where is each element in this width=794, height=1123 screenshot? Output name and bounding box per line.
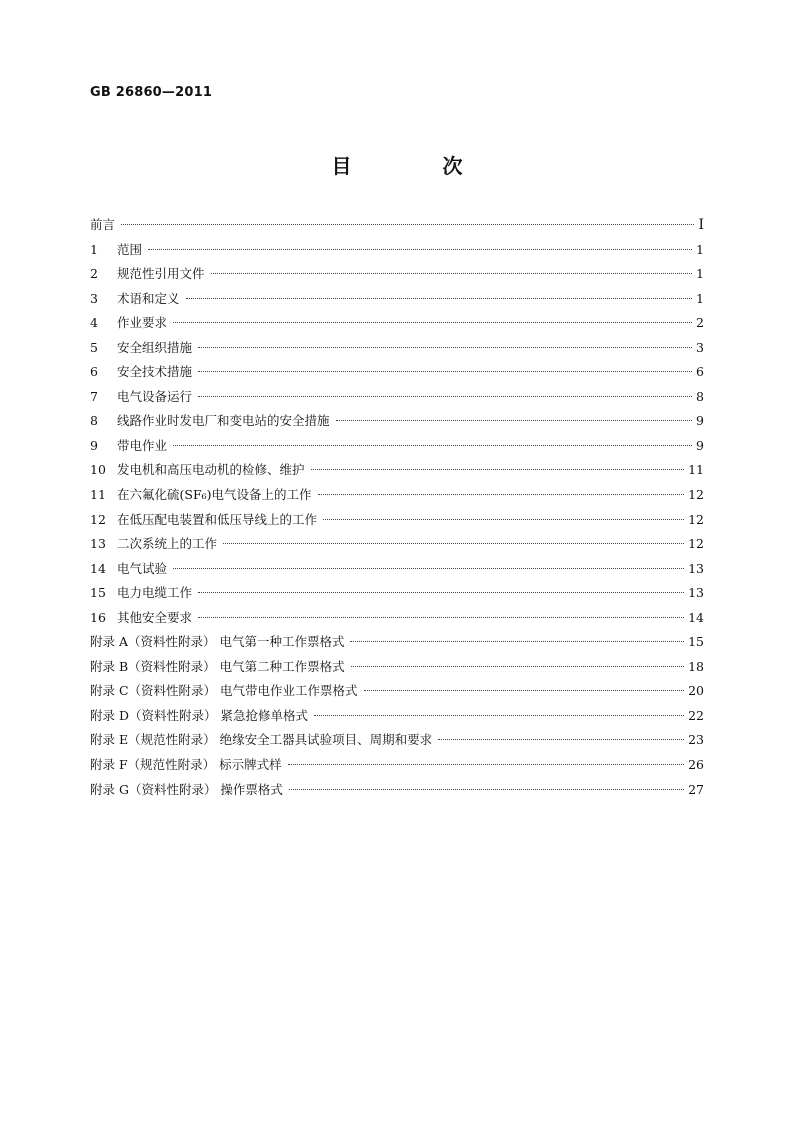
standard-number: GB 26860—2011 [90, 85, 213, 100]
toc-dot-leader [198, 617, 684, 618]
toc-entry[interactable] [90, 780, 704, 805]
toc-entry-page: 1 [696, 290, 704, 306]
toc-entry[interactable] [90, 583, 704, 608]
toc-entry[interactable] [90, 411, 704, 436]
toc-entry-number: 4 [90, 315, 98, 331]
toc-entry[interactable] [90, 460, 704, 485]
toc-entry-label: 在六氟化硫(SF₆)电气设备上的工作 [117, 487, 312, 503]
toc-entry-number: 13 [90, 536, 106, 552]
toc-dot-leader [198, 592, 684, 593]
toc-entry-page: 9 [696, 413, 704, 429]
toc-entry-page: 13 [688, 585, 704, 601]
toc-entry-label: 附录 G（资料性附录） 操作票格式 [90, 781, 283, 797]
toc-entry-page: 11 [688, 462, 704, 478]
toc-entry-label: 电气设备运行 [117, 388, 193, 404]
toc-entry[interactable] [90, 632, 704, 657]
toc-entry-page: 6 [696, 364, 704, 380]
toc-dot-leader [198, 347, 692, 348]
toc-entry[interactable] [90, 240, 704, 265]
toc-entry-label: 二次系统上的工作 [117, 536, 218, 552]
toc-entry-page: 12 [688, 487, 704, 503]
toc-entry-label: 其他安全要求 [117, 609, 193, 625]
toc-dot-leader [121, 224, 694, 225]
toc-entry-page: 1 [696, 266, 704, 282]
toc-entry[interactable] [90, 289, 704, 314]
toc-entry-number: 3 [90, 290, 98, 306]
toc-entry-page: 15 [688, 634, 704, 650]
toc-entry-label: 规范性引用文件 [117, 266, 205, 282]
toc-entry-number: 15 [90, 585, 106, 601]
toc-dot-leader [173, 322, 692, 323]
toc-entry-page: 22 [688, 707, 704, 723]
toc-entry-number: 9 [90, 437, 98, 453]
toc-entry-number: 12 [90, 511, 106, 527]
toc-entry-number: 8 [90, 413, 98, 429]
table-of-contents [90, 215, 704, 804]
toc-dot-leader [311, 469, 685, 470]
toc-entry-label: 附录 A（资料性附录） 电气第一种工作票格式 [90, 634, 345, 650]
toc-entry-label: 线路作业时发电厂和变电站的安全措施 [117, 413, 330, 429]
toc-entry-label: 带电作业 [117, 437, 168, 453]
toc-entry[interactable] [90, 730, 704, 755]
toc-entry[interactable] [90, 510, 704, 535]
toc-entry-number: 2 [90, 266, 98, 282]
toc-entry[interactable] [90, 264, 704, 289]
toc-entry-label: 附录 B（资料性附录） 电气第二种工作票格式 [90, 658, 345, 674]
toc-entry-page: 23 [688, 732, 704, 748]
toc-entry[interactable] [90, 534, 704, 559]
toc-entry-page: 14 [688, 609, 704, 625]
page-title: 目 次 [331, 154, 505, 178]
toc-entry[interactable] [90, 755, 704, 780]
toc-entry-page: 9 [696, 437, 704, 453]
toc-entry-number: 10 [90, 462, 106, 478]
toc-entry[interactable] [90, 681, 704, 706]
toc-entry-page: 13 [688, 560, 704, 576]
toc-entry[interactable] [90, 338, 704, 363]
toc-entry-page: 1 [696, 241, 704, 257]
toc-entry[interactable] [90, 559, 704, 584]
toc-dot-leader [350, 641, 684, 642]
toc-entry-page: 18 [688, 658, 704, 674]
toc-dot-leader [438, 739, 684, 740]
toc-entry-page: 8 [696, 388, 704, 404]
toc-dot-leader [336, 420, 693, 421]
toc-dot-leader [288, 764, 684, 765]
toc-entry-label: 范围 [117, 241, 143, 257]
toc-dot-leader [314, 715, 684, 716]
toc-entry-label: 附录 E（规范性附录） 绝缘安全工器具试验项目、周期和要求 [90, 732, 433, 748]
toc-entry-label: 附录 C（资料性附录） 电气带电作业工作票格式 [90, 683, 358, 699]
toc-dot-leader [351, 666, 684, 667]
toc-entry-page: 2 [696, 315, 704, 331]
toc-entry-page: 27 [688, 781, 704, 797]
toc-entry-number: 7 [90, 388, 98, 404]
toc-entry[interactable] [90, 657, 704, 682]
toc-entry-label: 在低压配电装置和低压导线上的工作 [117, 511, 318, 527]
toc-entry-number: 6 [90, 364, 98, 380]
toc-entry-page: 12 [688, 536, 704, 552]
toc-entry-page: 20 [688, 683, 704, 699]
toc-dot-leader [211, 273, 693, 274]
toc-entry-number: 14 [90, 560, 106, 576]
toc-dot-leader [223, 543, 684, 544]
toc-entry-page: 12 [688, 511, 704, 527]
toc-entry-number: 5 [90, 339, 98, 355]
toc-dot-leader [318, 494, 685, 495]
toc-dot-leader [289, 789, 684, 790]
toc-entry-page: Ⅰ [698, 217, 704, 233]
toc-entry[interactable] [90, 215, 704, 240]
toc-dot-leader [364, 690, 685, 691]
toc-entry-number: 16 [90, 609, 106, 625]
toc-entry[interactable] [90, 485, 704, 510]
toc-entry[interactable] [90, 436, 704, 461]
toc-entry-label: 术语和定义 [117, 290, 180, 306]
toc-dot-leader [198, 396, 692, 397]
toc-entry[interactable] [90, 313, 704, 338]
toc-entry-label: 安全技术措施 [117, 364, 193, 380]
toc-entry-label: 电力电缆工作 [117, 585, 193, 601]
toc-entry-label: 发电机和高压电动机的检修、维护 [117, 462, 305, 478]
toc-entry-label: 电气试验 [117, 560, 168, 576]
toc-entry-number: 11 [90, 487, 106, 503]
toc-entry-page: 26 [688, 757, 704, 773]
toc-entry-page: 3 [696, 339, 704, 355]
toc-entry[interactable] [90, 387, 704, 412]
toc-dot-leader [148, 249, 692, 250]
toc-dot-leader [173, 445, 692, 446]
toc-entry-label: 作业要求 [117, 315, 168, 331]
toc-dot-leader [198, 371, 692, 372]
toc-dot-leader [186, 298, 693, 299]
toc-entry[interactable] [90, 362, 704, 387]
toc-entry-number: 1 [90, 241, 98, 257]
toc-entry[interactable] [90, 608, 704, 633]
toc-entry-label: 前言 [90, 217, 116, 232]
toc-entry-label: 附录 D（资料性附录） 紧急抢修单格式 [90, 707, 308, 723]
toc-dot-leader [173, 568, 684, 569]
toc-dot-leader [323, 519, 684, 520]
toc-entry-label: 附录 F（规范性附录） 标示牌式样 [90, 757, 282, 773]
toc-entry[interactable] [90, 706, 704, 731]
toc-entry-label: 安全组织措施 [117, 339, 193, 355]
